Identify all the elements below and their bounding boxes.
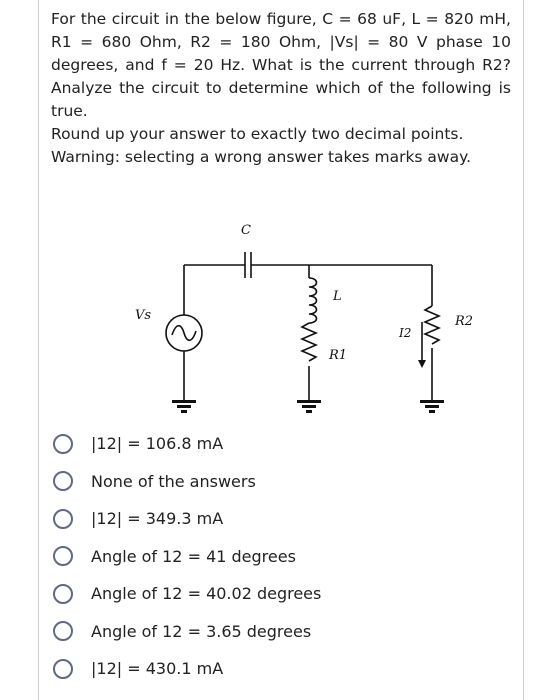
radio-button[interactable] bbox=[53, 584, 73, 604]
question-card bbox=[38, 0, 524, 700]
r1-label: R1 bbox=[329, 348, 348, 363]
option-label: |12| = 106.8 mA bbox=[91, 434, 224, 454]
answer-option[interactable] bbox=[53, 463, 321, 501]
answer-option[interactable] bbox=[53, 425, 321, 463]
inductor-coil bbox=[309, 278, 317, 323]
radio-button[interactable] bbox=[53, 659, 73, 679]
option-label: Angle of 12 = 3.65 degrees bbox=[91, 621, 312, 641]
radio-button[interactable] bbox=[53, 621, 73, 641]
inductor-label: L bbox=[333, 289, 342, 304]
source-label: Vs bbox=[135, 308, 152, 323]
current-arrow-head bbox=[418, 360, 426, 368]
answer-options bbox=[53, 425, 321, 688]
ground-middle bbox=[297, 400, 321, 413]
answer-option[interactable] bbox=[53, 500, 321, 538]
resistor-r1 bbox=[302, 323, 316, 361]
radio-button[interactable] bbox=[53, 509, 73, 529]
answer-option[interactable] bbox=[53, 613, 321, 651]
current-label: I2 bbox=[399, 326, 412, 340]
radio-button[interactable] bbox=[53, 434, 73, 454]
ground-source bbox=[172, 400, 196, 413]
warning-text: Warning: selecting a wrong answer takes marks away. bbox=[51, 148, 471, 166]
option-label: Angle of 12 = 41 degrees bbox=[91, 546, 296, 566]
option-label: None of the answers bbox=[91, 471, 256, 491]
ground-right bbox=[420, 400, 444, 413]
option-label: |12| = 349.3 mA bbox=[91, 509, 224, 529]
radio-button[interactable] bbox=[53, 471, 73, 491]
answer-option[interactable] bbox=[53, 650, 321, 688]
answer-option[interactable] bbox=[53, 575, 321, 613]
answer-option[interactable] bbox=[53, 538, 321, 576]
radio-button[interactable] bbox=[53, 546, 73, 566]
r2-label: R2 bbox=[455, 314, 474, 329]
sine-icon bbox=[172, 326, 196, 341]
rounding-instruction: Round up your answer to exactly two decimal points. bbox=[51, 125, 464, 143]
capacitor-label: C bbox=[241, 223, 251, 238]
question-paragraph: For the circuit in the below figure, C = 68 uF, L = 820 mH, R1 = 680 Ohm, R2 = 180 Ohm, |Vs| = 80 V phase 10 degrees, and f = 20 Hz. What is the current through R2? Analyze the circuit to determine which of the following is true. bbox=[51, 10, 511, 120]
resistor-r2 bbox=[425, 306, 439, 344]
option-label: Angle of 12 = 40.02 degrees bbox=[91, 584, 322, 604]
question-text bbox=[51, 8, 511, 169]
circuit-diagram bbox=[39, 212, 523, 422]
option-label: |12| = 430.1 mA bbox=[91, 659, 224, 679]
